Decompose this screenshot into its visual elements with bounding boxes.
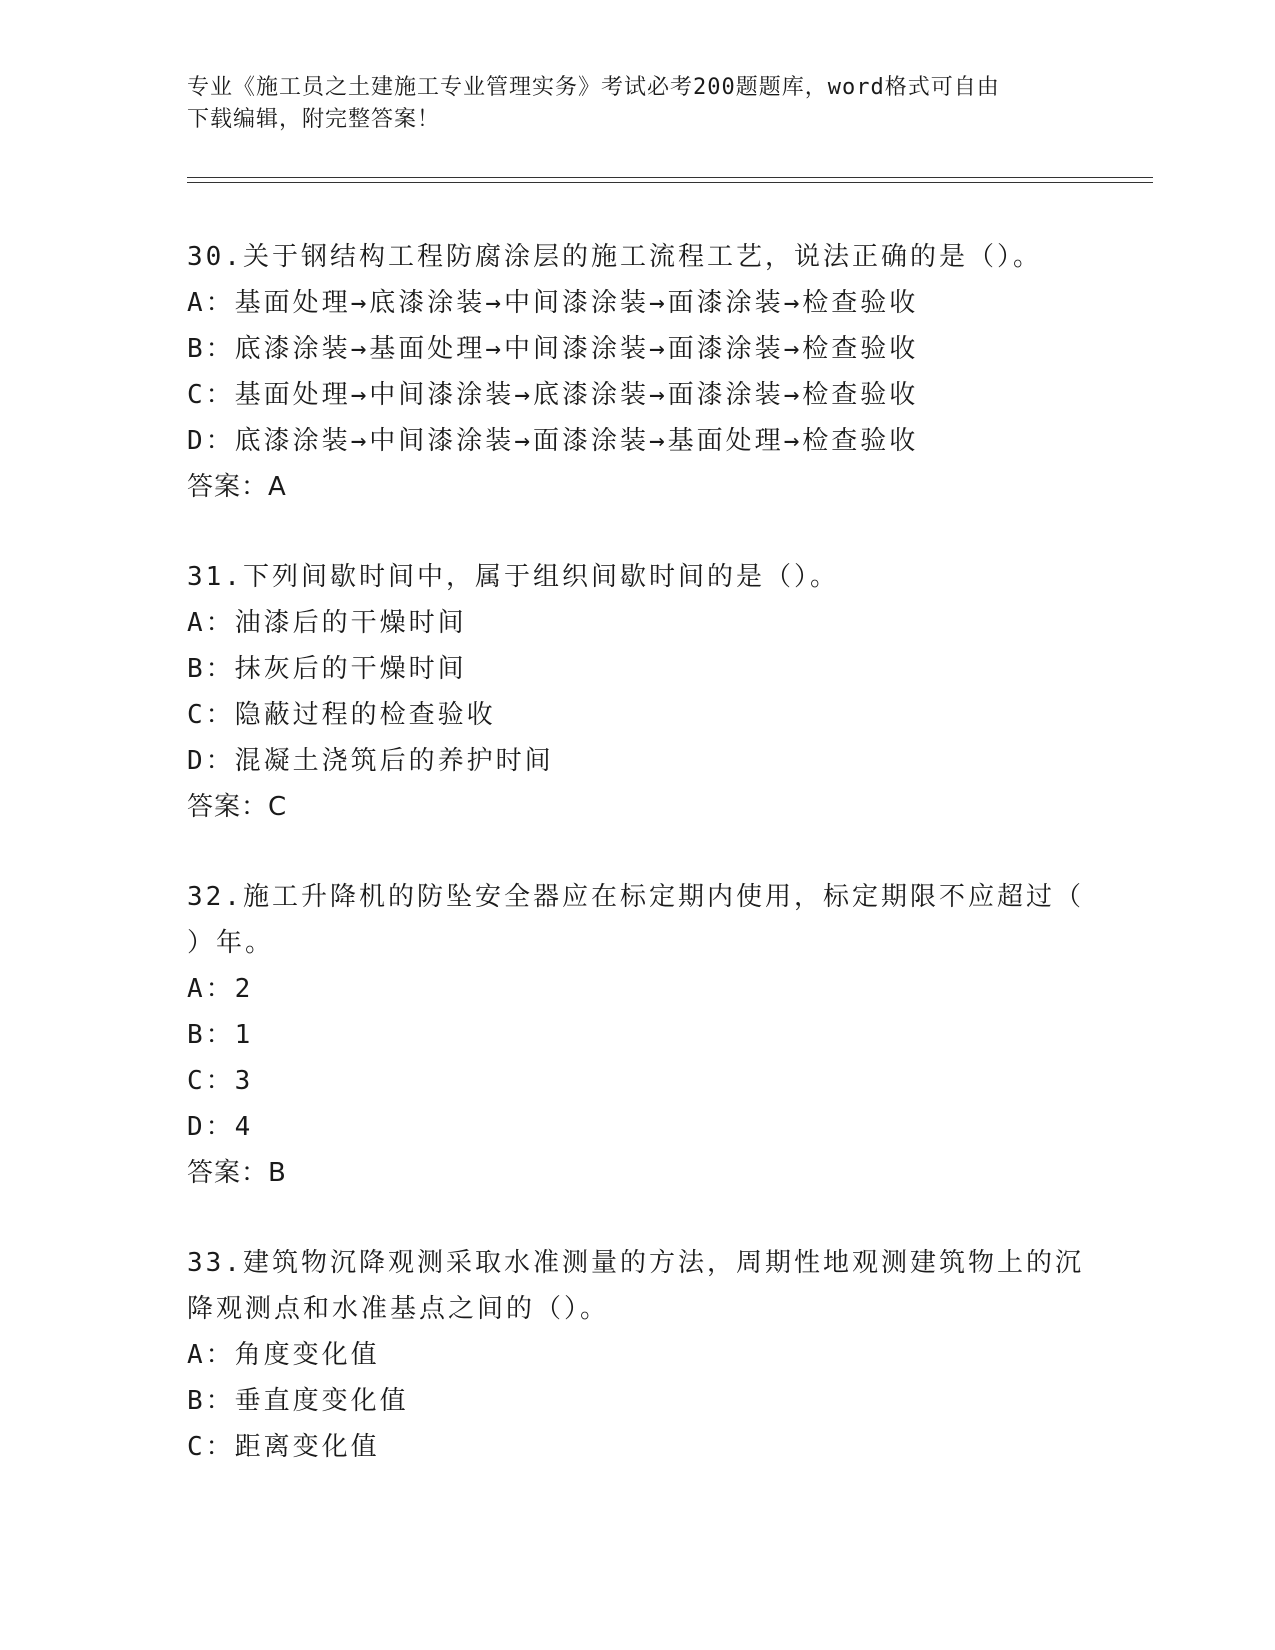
option-c: C：基面处理→中间漆涂装→底漆涂装→面漆涂装→检查验收 <box>187 380 919 410</box>
question-33 <box>187 1240 1087 1470</box>
option-d: D：底漆涂装→中间漆涂装→面漆涂装→基面处理→检查验收 <box>187 426 919 456</box>
answer: 答案：C <box>187 792 288 822</box>
option-d: D：混凝土浇筑后的养护时间 <box>187 746 554 776</box>
question-30 <box>187 234 1087 510</box>
header-divider-top <box>187 177 1153 178</box>
question-stem: 31.下列间歇时间中，属于组织间歇时间的是（）。 <box>187 562 839 592</box>
answer: 答案：B <box>187 1158 287 1188</box>
option-a: A：油漆后的干燥时间 <box>187 608 467 638</box>
question-stem-line-2: 降观测点和水准基点之间的（）。 <box>187 1294 610 1324</box>
question-31 <box>187 554 1087 830</box>
option-b: B：抹灰后的干燥时间 <box>187 654 467 684</box>
header-line-2: 下载编辑，附完整答案！ <box>187 107 441 132</box>
question-stem: 30.关于钢结构工程防腐涂层的施工流程工艺，说法正确的是（）。 <box>187 242 1042 272</box>
answer: 答案：A <box>187 472 287 502</box>
option-b: B：垂直度变化值 <box>187 1386 409 1416</box>
option-c: C：隐蔽过程的检查验收 <box>187 700 496 730</box>
option-d: D：4 <box>187 1112 254 1142</box>
question-stem-line-1: 32.施工升降机的防坠安全器应在标定期内使用，标定期限不应超过（ <box>187 882 1084 912</box>
option-c: C：距离变化值 <box>187 1432 380 1462</box>
option-c: C：3 <box>187 1066 254 1096</box>
question-stem-line-1: 33.建筑物沉降观测采取水准测量的方法，周期性地观测建筑物上的沉 <box>187 1248 1084 1278</box>
question-32 <box>187 874 1087 1196</box>
option-b: B：底漆涂装→基面处理→中间漆涂装→面漆涂装→检查验收 <box>187 334 919 364</box>
header-line-1: 专业《施工员之土建施工专业管理实务》考试必考200题题库，word格式可自由 <box>187 75 1000 100</box>
option-a: A：基面处理→底漆涂装→中间漆涂装→面漆涂装→检查验收 <box>187 288 919 318</box>
question-stem-line-2: ）年。 <box>187 928 275 958</box>
option-a: A：角度变化值 <box>187 1340 380 1370</box>
option-b: B：1 <box>187 1020 254 1050</box>
option-a: A：2 <box>187 974 254 1004</box>
document-header <box>187 72 1067 136</box>
header-divider-bottom <box>187 182 1153 183</box>
